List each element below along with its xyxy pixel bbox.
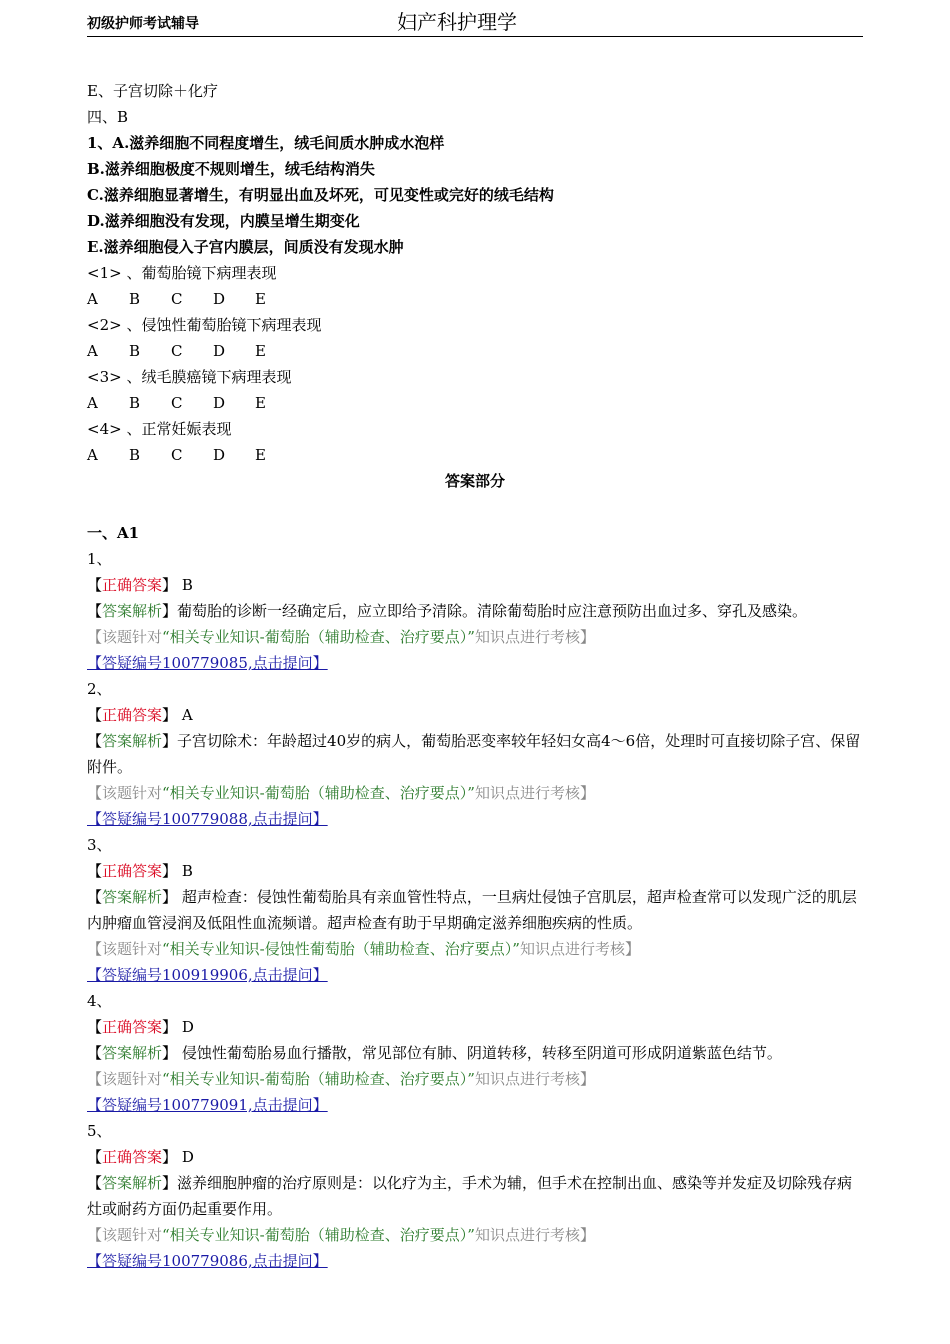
b-option-list (87, 130, 867, 260)
analysis-line (87, 884, 863, 936)
choice-d[interactable]: D (213, 290, 226, 308)
choice-a[interactable]: A (87, 394, 98, 412)
analysis-text: 滋养细胞肿瘤的治疗原则是：以化疗为主，手术为辅，但手术在控制出血、感染等并发症及切除残存病灶或耐药方面仍起重要作用。 (87, 1174, 853, 1218)
kp-prefix: 【该题针对 (87, 1070, 163, 1088)
bracket-close: 】 (162, 1018, 178, 1036)
analysis-label: 答案解析 (102, 1174, 163, 1192)
correct-answer-line (87, 858, 867, 884)
bracket-open: 【 (87, 1148, 103, 1166)
choice-e[interactable]: E (255, 342, 266, 360)
bracket-close: 】 (162, 732, 178, 750)
bracket-close: 】 (162, 602, 178, 620)
choice-b[interactable]: B (129, 290, 141, 308)
correct-answer-line (87, 1144, 867, 1170)
analysis-text: 子宫切除术：年龄超过40岁的病人，葡萄胎恶变率较年轻妇女高4～6倍，处理时可直接切除子宫、保留附件。 (87, 732, 861, 776)
bracket-open: 【 (87, 1044, 103, 1062)
header-course-title: 初级护师考试辅导 (87, 16, 199, 32)
b-option: D.滋养细胞没有发现，内膜呈增生期变化 (87, 212, 360, 230)
bracket-open: 【 (87, 888, 103, 906)
kp-suffix: 知识点进行考核】 (474, 628, 595, 646)
correct-answer-line (87, 1014, 867, 1040)
kp-prefix: 【该题针对 (87, 940, 163, 958)
sub-question-list (87, 260, 867, 468)
knowledge-point-line (87, 1222, 867, 1248)
sub-question-label: <3> 、绒毛膜癌镜下病理表现 (87, 368, 292, 386)
choice-c[interactable]: C (171, 394, 183, 412)
b-option: E.滋养细胞侵入子宫内膜层，间质没有发现水肿 (87, 238, 404, 256)
knowledge-point-line (87, 936, 867, 962)
page-header (87, 8, 863, 37)
answer-block (87, 1118, 867, 1274)
analysis-line (87, 1170, 863, 1222)
analysis-label: 答案解析 (102, 1044, 163, 1062)
qa-link-line (87, 1092, 867, 1118)
bracket-open: 【 (87, 576, 103, 594)
b-option: C.滋养细胞显著增生，有明显出血及坏死，可见变性或完好的绒毛结构 (87, 186, 554, 204)
analysis-text: 侵蚀性葡萄胎易血行播散，常见部位有肺、阴道转移，转移至阴道可形成阴道紫蓝色结节。 (177, 1044, 782, 1062)
choice-a[interactable]: A (87, 342, 98, 360)
kp-suffix: 知识点进行考核】 (474, 1070, 595, 1088)
qa-link-line (87, 962, 867, 988)
analysis-line (87, 728, 863, 780)
bracket-close: 】 (162, 1148, 178, 1166)
kp-topic: “相关专业知识-侵蚀性葡萄胎（辅助检查、治疗要点）” (162, 940, 520, 958)
bracket-close: 】 (162, 862, 178, 880)
answer-block (87, 988, 867, 1118)
question-number: 2、 (87, 680, 112, 698)
choice-row (87, 338, 867, 364)
choice-e[interactable]: E (255, 446, 266, 464)
choice-d[interactable]: D (213, 394, 226, 412)
b-option: B.滋养细胞极度不规则增生，绒毛结构消失 (87, 160, 375, 178)
correct-answer-value: B (177, 576, 193, 594)
choice-row (87, 390, 867, 416)
question-number: 4、 (87, 992, 112, 1010)
answer-block (87, 676, 867, 832)
bracket-open: 【 (87, 862, 103, 880)
knowledge-point-line (87, 780, 867, 806)
question-number: 1、 (87, 550, 112, 568)
section-four-title: 四、B (87, 108, 129, 126)
correct-answer-line (87, 572, 867, 598)
question-number: 5、 (87, 1122, 112, 1140)
option-e-line: E、子宫切除＋化疗 (87, 82, 218, 100)
question-number: 3、 (87, 836, 112, 854)
sub-question-label: <4> 、正常妊娠表现 (87, 420, 232, 438)
kp-topic: “相关专业知识-葡萄胎（辅助检查、治疗要点）” (162, 1070, 475, 1088)
sub-question-label: <2> 、侵蚀性葡萄胎镜下病理表现 (87, 316, 322, 334)
knowledge-point-line (87, 1066, 867, 1092)
kp-prefix: 【该题针对 (87, 628, 163, 646)
header-subject-title: 妇产科护理学 (397, 10, 517, 34)
kp-prefix: 【该题针对 (87, 784, 163, 802)
kp-suffix: 知识点进行考核】 (519, 940, 640, 958)
spacer (87, 494, 867, 520)
bracket-open: 【 (87, 1174, 103, 1192)
knowledge-point-line (87, 624, 867, 650)
choice-d[interactable]: D (213, 446, 226, 464)
kp-suffix: 知识点进行考核】 (474, 784, 595, 802)
choice-c[interactable]: C (171, 290, 183, 308)
choice-c[interactable]: C (171, 446, 183, 464)
correct-answer-line (87, 702, 867, 728)
analysis-label: 答案解析 (102, 732, 163, 750)
choice-c[interactable]: C (171, 342, 183, 360)
qa-link-line (87, 1248, 867, 1274)
choice-e[interactable]: E (255, 290, 266, 308)
choice-row (87, 286, 867, 312)
ask-question-link[interactable]: 【答疑编号100779085,点击提问】 (87, 654, 328, 672)
ask-question-link[interactable]: 【答疑编号100919906,点击提问】 (87, 966, 328, 984)
kp-topic: “相关专业知识-葡萄胎（辅助检查、治疗要点）” (162, 784, 475, 802)
correct-answer-value: D (177, 1018, 194, 1036)
b-option: 1、A.滋养细胞不同程度增生，绒毛间质水肿成水泡样 (87, 134, 445, 152)
correct-answer-label: 正确答案 (102, 1148, 163, 1166)
analysis-line (87, 1040, 863, 1066)
correct-answer-label: 正确答案 (102, 1018, 163, 1036)
ask-question-link[interactable]: 【答疑编号100779091,点击提问】 (87, 1096, 328, 1114)
choice-b[interactable]: B (129, 446, 141, 464)
qa-link-line (87, 650, 867, 676)
choice-b[interactable]: B (129, 394, 141, 412)
choice-e[interactable]: E (255, 394, 266, 412)
analysis-text: 葡萄胎的诊断一经确定后，应立即给予清除。清除葡萄胎时应注意预防出血过多、穿孔及感染。 (177, 602, 808, 620)
correct-answer-value: D (177, 1148, 194, 1166)
analysis-label: 答案解析 (102, 888, 163, 906)
analysis-label: 答案解析 (102, 602, 163, 620)
document-body (87, 78, 867, 1274)
kp-prefix: 【该题针对 (87, 1226, 163, 1244)
correct-answer-value: B (177, 862, 193, 880)
a1-section-title: 一、A1 (87, 524, 140, 542)
choice-d[interactable]: D (213, 342, 226, 360)
choice-a[interactable]: A (87, 446, 98, 464)
answer-section-title: 答案部分 (444, 472, 505, 490)
bracket-close: 】 (162, 706, 178, 724)
sub-question-label: <1> 、葡萄胎镜下病理表现 (87, 264, 277, 282)
ask-question-link[interactable]: 【答疑编号100779086,点击提问】 (87, 1252, 328, 1270)
analysis-text: 超声检查：侵蚀性葡萄胎具有亲血管性特点，一旦病灶侵蚀子宫肌层，超声检查常可以发现广泛的肌层内肿瘤血管浸润及低阻性血流频谱。超声检查有助于早期确定滋养细胞疾病的性质。 (87, 888, 857, 932)
correct-answer-label: 正确答案 (102, 706, 163, 724)
bracket-close: 】 (162, 1044, 178, 1062)
choice-a[interactable]: A (87, 290, 98, 308)
bracket-close: 】 (162, 576, 178, 594)
choice-b[interactable]: B (129, 342, 141, 360)
bracket-close: 】 (162, 888, 178, 906)
correct-answer-value: A (177, 706, 193, 724)
kp-topic: “相关专业知识-葡萄胎（辅助检查、治疗要点）” (162, 628, 475, 646)
bracket-open: 【 (87, 602, 103, 620)
analysis-line (87, 598, 863, 624)
bracket-close: 】 (162, 1174, 178, 1192)
bracket-open: 【 (87, 732, 103, 750)
correct-answer-label: 正确答案 (102, 576, 163, 594)
ask-question-link[interactable]: 【答疑编号100779088,点击提问】 (87, 810, 328, 828)
answer-block (87, 546, 867, 676)
kp-topic: “相关专业知识-葡萄胎（辅助检查、治疗要点）” (162, 1226, 475, 1244)
kp-suffix: 知识点进行考核】 (474, 1226, 595, 1244)
bracket-open: 【 (87, 706, 103, 724)
qa-link-line (87, 806, 867, 832)
bracket-open: 【 (87, 1018, 103, 1036)
choice-row (87, 442, 867, 468)
answer-block (87, 832, 867, 988)
answer-list (87, 546, 867, 1274)
correct-answer-label: 正确答案 (102, 862, 163, 880)
